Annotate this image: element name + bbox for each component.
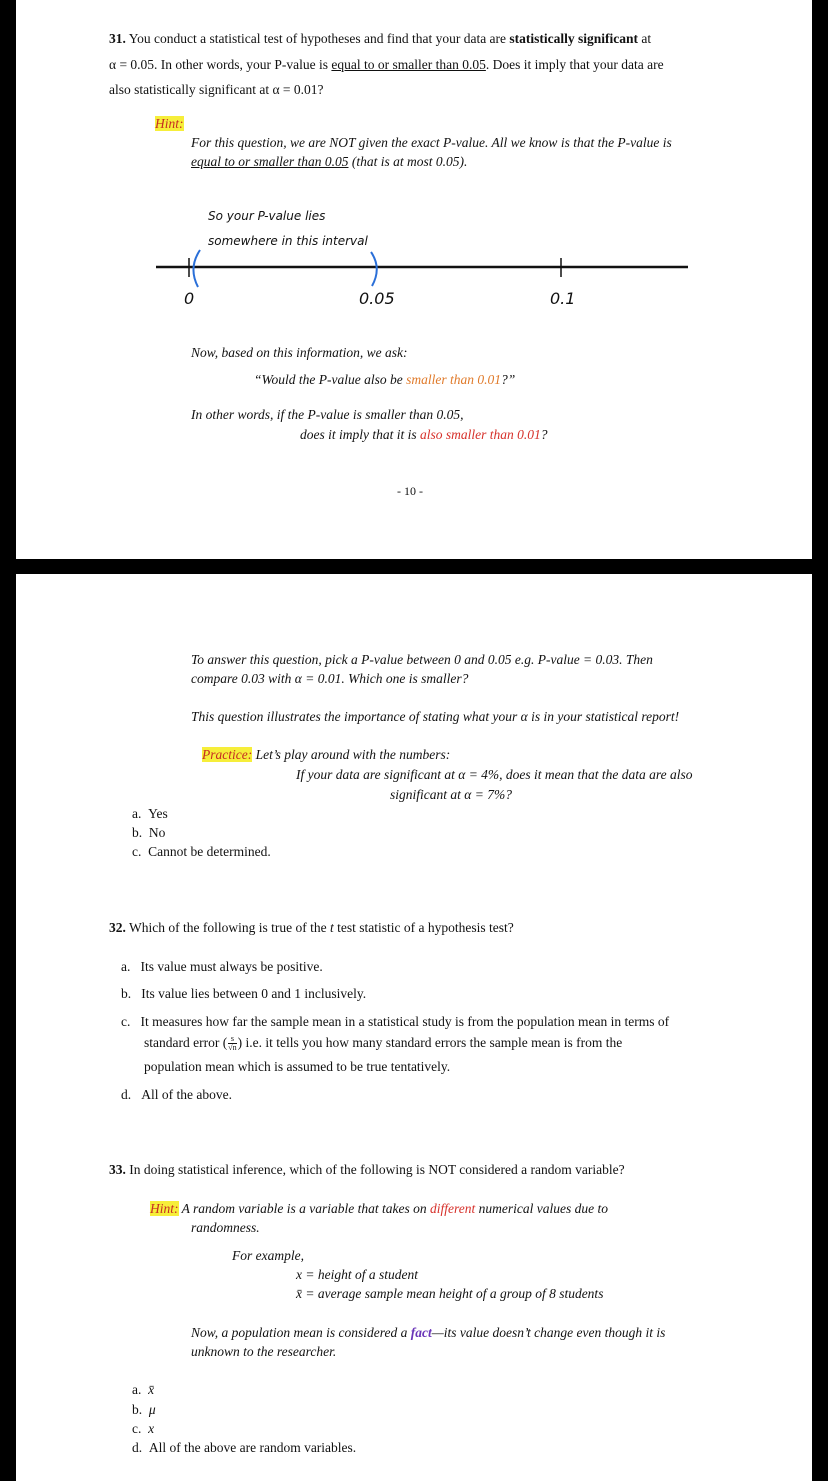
axis-label-0: 0 (184, 289, 195, 308)
axis-label-0-05: 0.05 (359, 289, 395, 308)
q32-option-d: d. All of the above. (121, 1087, 232, 1102)
q33-hint-line-2: randomness. (191, 1220, 260, 1235)
q32-option-b: b. Its value lies between 0 and 1 inclusively. (121, 986, 367, 1001)
q32-option-c-line-3: population mean which is assumed to be true tentatively. (144, 1059, 451, 1074)
answer-text-1: To answer this question, pick a P-value between 0 and 0.05 e.g. P-value = 0.03. Then (191, 652, 653, 667)
q31-line-2: α = 0.05. In other words, your P-value is equal to or smaller than 0.05. Does it imply that your data are (109, 57, 664, 72)
q33-hint-label: Hint: (150, 1201, 179, 1216)
q33-population-2: unknown to the researcher. (191, 1344, 337, 1359)
q33-example: For example, (232, 1248, 304, 1263)
q33-question: 33. In doing statistical inference, which of the following is NOT considered a random variable? (109, 1162, 625, 1177)
q33-option-a: a. x̄ (132, 1382, 155, 1397)
document-page-1 (16, 0, 812, 559)
handwritten-note-1: So your P-value lies (208, 209, 326, 223)
handwritten-note-2: somewhere in this interval (208, 234, 368, 248)
page-number: - 10 - (397, 484, 423, 498)
ask-intro: Now, based on this information, we ask: (191, 345, 408, 360)
q31-option-c: c. Cannot be determined. (132, 844, 271, 859)
q33-option-d: d. All of the above are random variables. (132, 1440, 357, 1455)
axis-label-0-1: 0.1 (550, 289, 576, 308)
answer-text-2: compare 0.03 with α = 0.01. Which one is smaller? (191, 671, 469, 686)
ask-quote: “Would the P-value also be smaller than 0.01?” (254, 372, 516, 387)
q33-option-c: c. x (132, 1421, 155, 1436)
q32-question: 32. Which of the following is true of the t test statistic of a hypothesis test? (109, 920, 514, 935)
hint-label: Hint: (155, 116, 184, 131)
interval-left-bracket (193, 250, 200, 287)
hint-text-1: For this question, we are NOT given the exact P-value. All we know is that the P-value is (191, 135, 672, 150)
q33-option-b: b. μ (132, 1402, 156, 1417)
q31-line-3: also statistically significant at α = 0.01? (109, 82, 324, 97)
practice-line: Practice: Let’s play around with the numbers: (202, 747, 451, 762)
interval-right-bracket (371, 252, 377, 286)
illustrates-text: This question illustrates the importance of stating what your α is in your statistical report! (191, 709, 680, 724)
hint-text-2: equal to or smaller than 0.05 (that is at most 0.05). (191, 154, 468, 169)
other-words-1: In other words, if the P-value is smaller than 0.05, (191, 407, 464, 422)
document-page-2 (16, 574, 812, 1481)
q32-option-c-line-2: standard error ( $\frac{s}{√n}$ ) i.e. it tells you how many standard errors the sample mean is from the (144, 1034, 623, 1053)
q32-number: 32. (109, 920, 126, 935)
q33-example-1: x = height of a student (296, 1267, 418, 1282)
q33-example-2: x̄ = average sample mean height of a group of 8 students (296, 1286, 604, 1301)
q31-option-a: a. Yes (132, 806, 168, 821)
standard-error-fraction: $\frac{s}{√n}$ (228, 1034, 237, 1053)
q33-hint-line-1: Hint: A random variable is a variable that takes on different numerical values due to (150, 1201, 608, 1216)
q31-option-b: b. No (132, 825, 166, 840)
q31-number: 31. (109, 31, 126, 46)
practice-question-2: significant at α = 7%? (390, 787, 512, 802)
q33-population-1: Now, a population mean is considered a fact—its value doesn’t change even though it is (191, 1325, 666, 1340)
other-words-2: does it imply that it is also smaller than 0.01? (300, 427, 548, 442)
q32-option-c: c. It measures how far the sample mean in a statistical study is from the population mean in terms of (121, 1014, 670, 1029)
q33-number: 33. (109, 1162, 126, 1177)
q31-line-1: 31. You conduct a statistical test of hypotheses and find that your data are statistically significant at (109, 31, 652, 46)
practice-label: Practice: (202, 747, 253, 762)
number-line-diagram (16, 0, 812, 320)
q32-option-a: a. Its value must always be positive. (121, 959, 323, 974)
practice-question-1: If your data are significant at α = 4%, does it mean that the data are also (296, 767, 693, 782)
